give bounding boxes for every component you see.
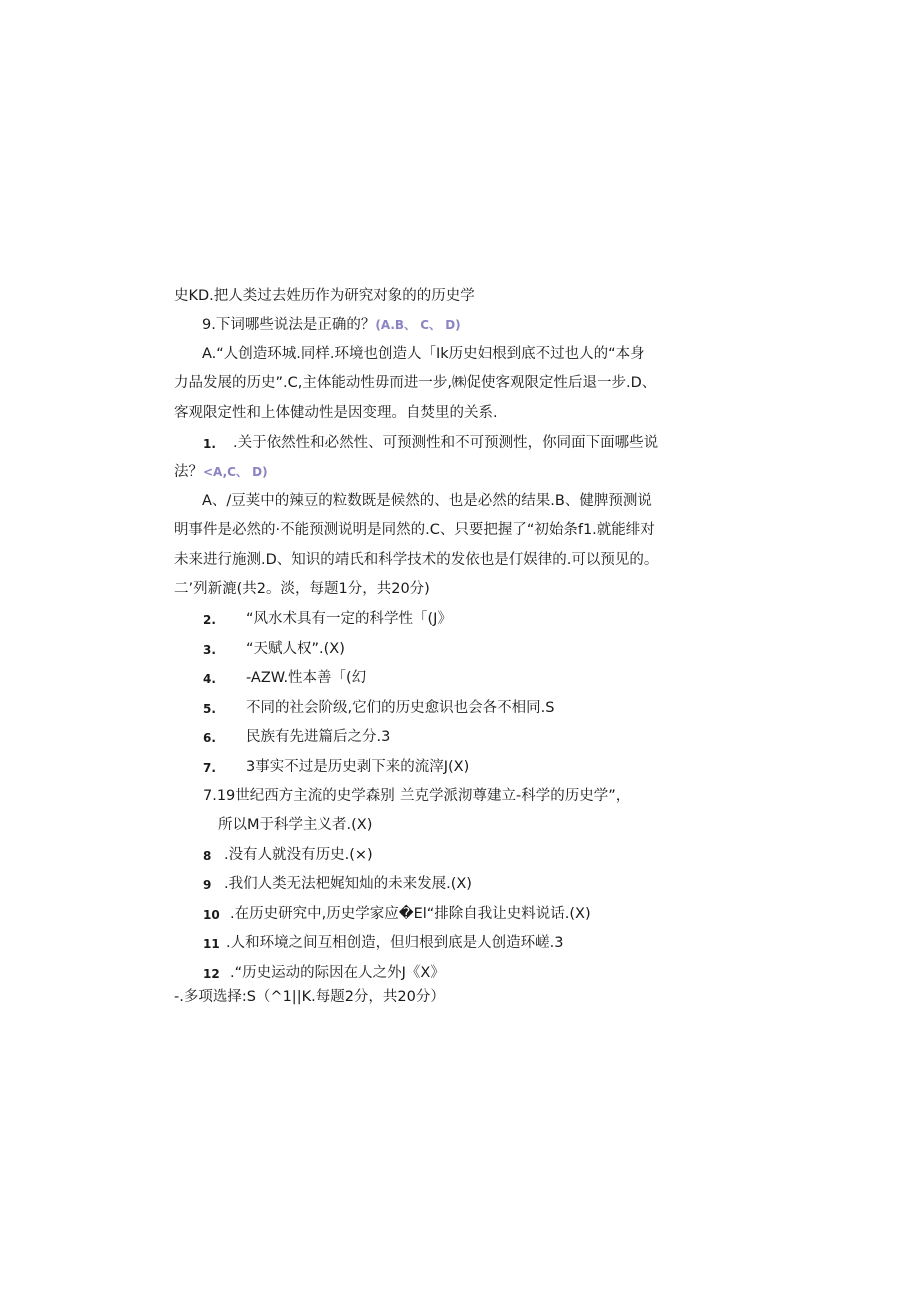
item-text: 7.19世纪西方主流的史学森别 xyxy=(203,788,395,804)
item-text: .人和环境之间互相创造，但归根到底是人创造环嵯.3 xyxy=(226,935,564,951)
section-heading: 二’列新漉(共2。淡，每题1分，共20分) xyxy=(174,581,430,597)
question-text: 法？ xyxy=(174,464,203,480)
question-text: .关于依然性和必然性、可预测性和不可预测性，你同面下面哪些说 xyxy=(233,435,659,451)
item-text: 3事实不过是历史剥下来的流滓J(X) xyxy=(246,759,470,775)
option-text: 力品发展的历史”.C,主体能动性毋而进一步,㈱促使客观限定性后退一步.D、 xyxy=(174,375,657,391)
item-text: .“历史运动的际因在人之外J《X》 xyxy=(230,965,445,981)
item-text: “风水术具有一定的科学性「(J》 xyxy=(246,611,452,627)
item-text: 所以M于科学主义者.(X) xyxy=(218,817,373,833)
option-text: 明事件是必然的·不能预测说明是同然的.C、只要把握了“初始条f1.就能绯对 xyxy=(174,522,655,538)
item-text: .我们人类无法杷娓知灿的未来发展.(X) xyxy=(224,876,472,892)
item-number: 9 xyxy=(203,878,212,892)
item-text: 不同的社会阶级,它们的历史愈识也会各不相同.S xyxy=(246,700,555,716)
question-text-cont xyxy=(174,462,268,482)
question-text: 9.下词哪些说法是正确的？ xyxy=(202,317,376,333)
item-text: “天赋人权”.(X) xyxy=(246,641,345,657)
item-text: 民族有先进篇后之分.3 xyxy=(246,729,391,745)
item-text: .在历史研究中,历史学家应�El“排除自我让史料说话.(X) xyxy=(230,906,591,922)
item-number: 10 xyxy=(203,908,220,922)
option-text: 未来进行施测.D、知识的靖氏和科学技术的发依也是仃娱律的.可以预见的。 xyxy=(174,552,659,568)
item-text: .没有人就没有历史.(×) xyxy=(224,847,373,863)
answer-key: (A.B、 C、 D) xyxy=(375,318,461,332)
option-text: 客观限定性和上体健动性是因变理。自焚里的关系. xyxy=(174,405,498,421)
answer-key: <A,C、 D) xyxy=(203,465,268,479)
item-text: -AZW.性本善「(幻 xyxy=(246,670,367,686)
item-number: 5. xyxy=(203,702,216,716)
option-text: A.“人创造环城.同样.环境也创造人「Ik历史妇根到底不过也人的“本身 xyxy=(202,346,645,362)
item-number: 7. xyxy=(203,761,216,775)
item-text: 兰克学派沏尊建立-科学的历史学”， xyxy=(400,788,631,804)
section-heading: -.多项选择:S（^1||K.每题2分，共20分） xyxy=(174,989,445,1005)
item-number: 2. xyxy=(203,613,216,627)
item-number: 11 xyxy=(203,937,220,951)
option-text: A、/豆荚中的辣豆的粒数既是候然的、也是必然的结果.B、健脾预测说 xyxy=(202,493,652,509)
item-number: 6. xyxy=(203,731,216,745)
item-number: 3. xyxy=(203,643,216,657)
item-number: 8 xyxy=(203,849,212,863)
question-9 xyxy=(202,315,461,335)
item-number: 12 xyxy=(203,967,220,981)
item-number: 4. xyxy=(203,672,216,686)
text-line: 史KD.把人类过去姓历作为研究对象的的历史学 xyxy=(174,288,475,304)
question-number: 1. xyxy=(203,437,216,451)
